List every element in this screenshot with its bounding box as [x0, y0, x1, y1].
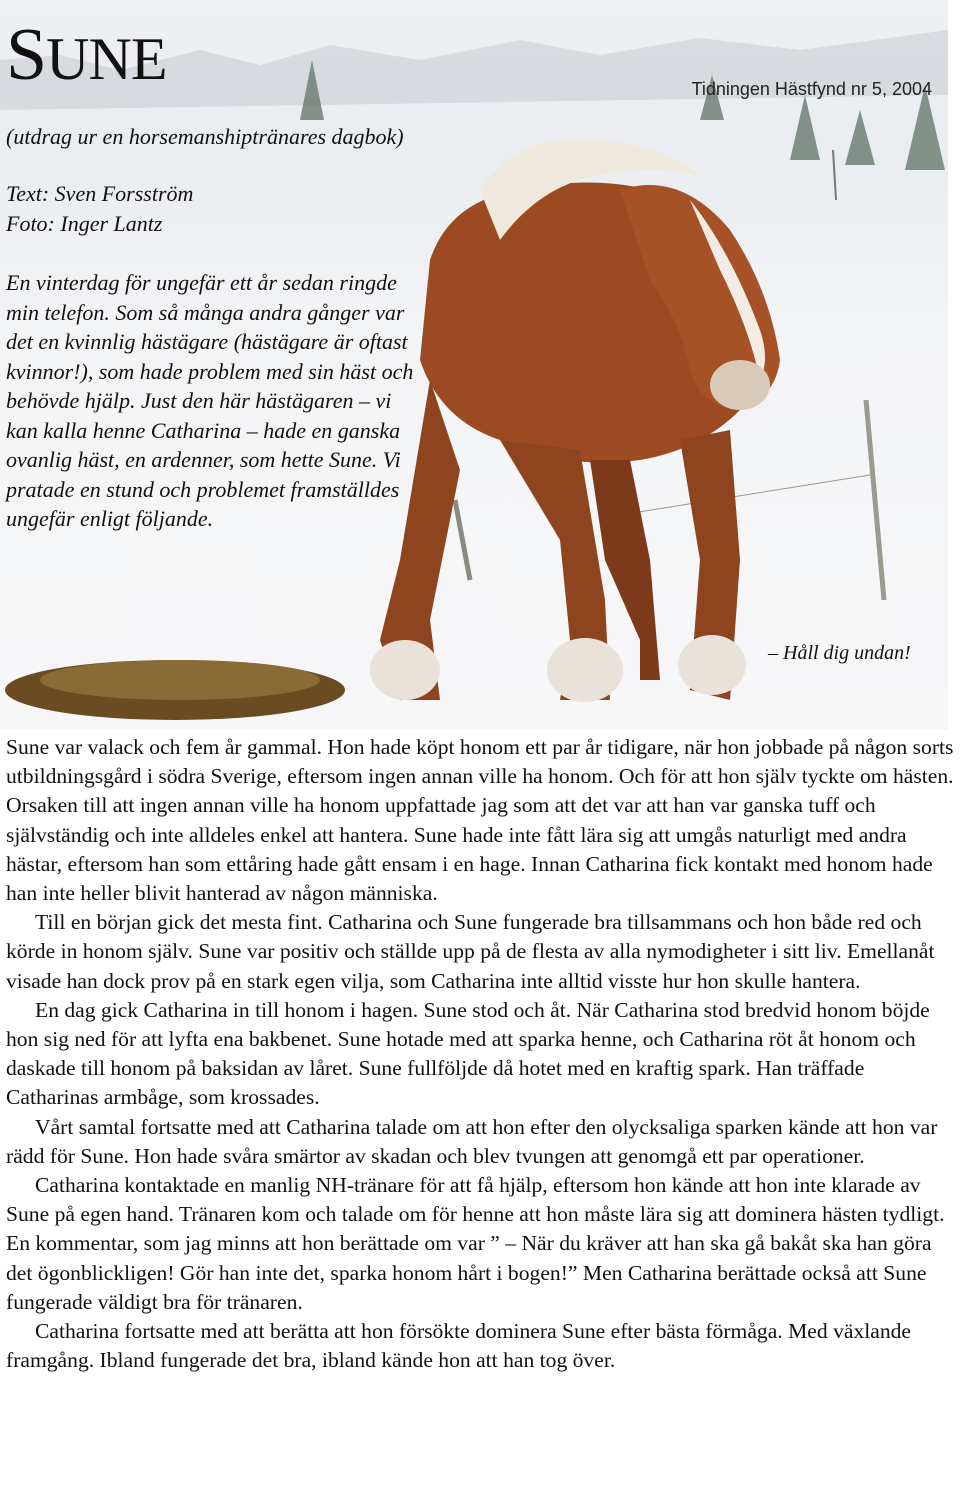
horse-photo	[0, 0, 948, 730]
photo-credit: Foto: Inger Lantz	[6, 211, 163, 236]
article-paragraph: Till en början gick det mesta fint. Catharina och Sune fungerade bra tillsammans och hon både red och körde in honom själv. Sune var positiv och ställde upp på de flesta av alla nymodigheter i sitt liv. Emellanåt visade han dock prov på en stark egen vilja, som Catharina inte alltid visste hur hon skulle hantera.	[6, 910, 935, 993]
intro-text: En vinterdag för ungefär ett år sedan ringde min telefon. Som så många andra gånger var det en kvinnlig hästägare (hästägare är oftast kvinnor!), som hade problem med sin häst och behövde hjälp. Just den här hästägaren – vi kan kalla henne Catharina – hade en ganska ovanlig häst, en ardenner, som hette Sune. Vi pratade en stund och problemet framställdes ungefär enligt följande.	[6, 270, 414, 531]
photo-caption: – Håll dig undan!	[768, 642, 911, 664]
article-paragraph: Vårt samtal fortsatte med att Catharina talade om att hon efter den olycksaliga sparken kände att hon var rädd för Sune. Hon hade svåra smärtor av skadan och blev tvungen att genomgå ett par operationer.	[6, 1114, 938, 1168]
article-paragraph: Catharina kontaktade en manlig NH-tränare för att få hjälp, eftersom hon kände att hon inte klarade av Sune på egen hand. Tränaren kom och talade om för henne att hon måste lära sig att dominera hästen tydligt. En kommentar, som jag minns att hon berättade om var ” – När du kräver att han ska gå bakåt ska han göra det ögonblickligen! Gör han inte det, sparka honom hårt i bogen!” Men Catharina berättade också att Sune fungerade väldigt bra för tränaren.	[6, 1173, 945, 1314]
intro-paragraph	[6, 268, 416, 534]
article-paragraph: Sune var valack och fem år gammal. Hon hade köpt honom ett par år tidigare, när hon jobbade på någon sorts utbildningsgård i södra Sverige, eftersom ingen annan ville ha honom. Och för att hon själv tyckte om hästen. Orsaken till att ingen annan ville ha honom uppfattade jag som att det var att han var ganska tuff och självständig och inte alldeles enkel att hantera. Sune hade inte fått lära sig att umgås naturligt med andra hästar, eftersom han som ettåring hade gått ensam i en hage. Innan Catharina fick kontakt med honom hade han inte heller blivit hanterad av någon människa.	[6, 735, 954, 906]
article-subtitle: (utdrag ur en horsemanshiptränares dagbok)	[6, 124, 404, 149]
article-title	[6, 14, 167, 96]
title-rest: UNE	[46, 26, 167, 92]
article-paragraph: Catharina fortsatte med att berätta att hon försökte dominera Sune efter bästa förmåga. Med växlande framgång. Ibland fungerade det bra, ibland kände hon att han tog över.	[6, 1319, 912, 1373]
text-credit: Text: Sven Forsström	[6, 181, 194, 206]
title-initial: S	[6, 14, 47, 96]
article-body	[6, 733, 956, 1375]
magazine-source: Tidningen Hästfynd nr 5, 2004	[691, 79, 932, 99]
article-paragraph: En dag gick Catharina in till honom i hagen. Sune stod och åt. När Catharina stod bredvid honom böjde hon sig ned för att lyfta ena bakbenet. Sune hotade med att sparka henne, och Catharina röt åt honom och daskade till honom på baksidan av låret. Sune fullföljde då hotet med en kraftig spark. Han träffade Catharinas armbåge, som krossades.	[6, 997, 930, 1110]
